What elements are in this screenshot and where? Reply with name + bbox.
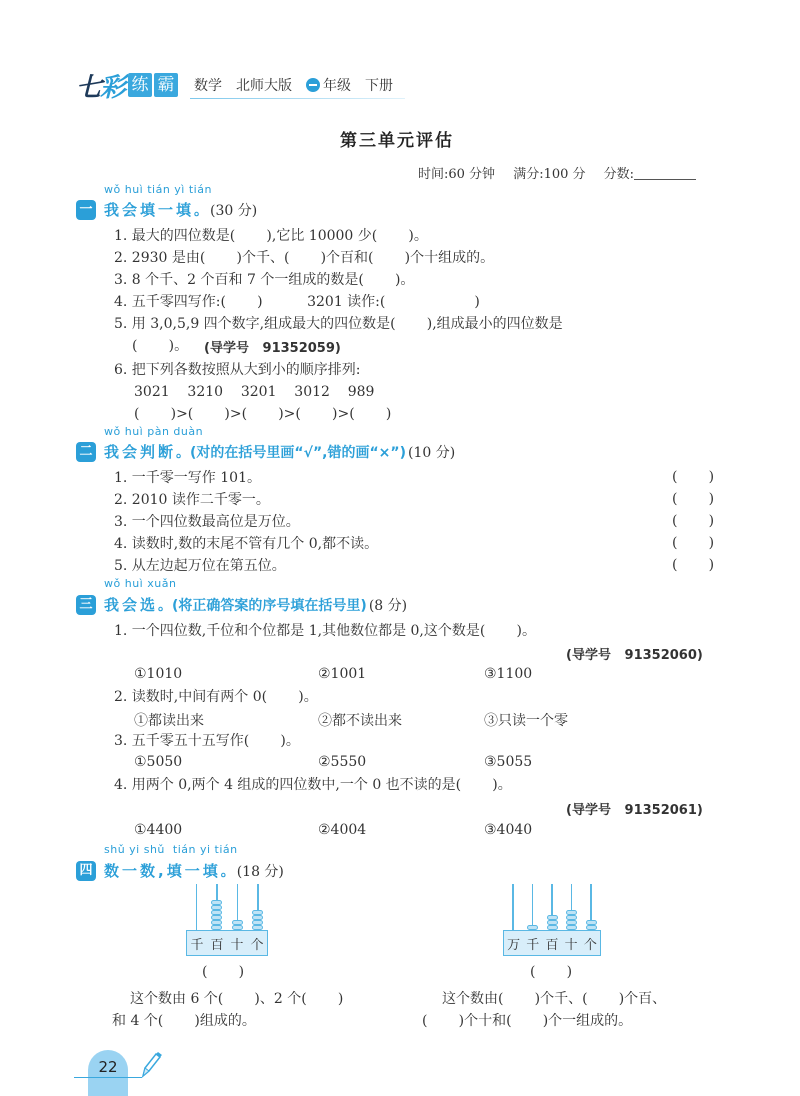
choice-3-option-1: ①5050 <box>134 754 183 770</box>
abacus-bead <box>252 915 263 920</box>
section-4-score: (18 分) <box>236 863 284 880</box>
score-blank[interactable] <box>634 179 696 180</box>
section-1-title: 我会填一填 <box>104 201 195 219</box>
section-3-note: 。(将正确答案的序号填在括号里) <box>158 597 367 614</box>
number-list: 3021 3210 3201 3012 989 <box>134 384 375 400</box>
section-2-title: 我会判断 <box>104 443 177 461</box>
section-2-note: 。(对的在括号里画“√”,错的画“×”) <box>176 444 407 461</box>
judge-2-answer[interactable]: ( ) <box>672 491 715 507</box>
page-title: 第三单元评估 <box>340 131 454 151</box>
choice-1-option-1: ①1010 <box>134 666 183 682</box>
section-4-badge: 四 <box>76 861 96 881</box>
abacus-bead <box>211 915 222 920</box>
abacus-bead <box>547 915 558 920</box>
brand-box-1: 练 <box>128 73 152 97</box>
brand-box-2: 霸 <box>154 73 178 97</box>
brand-char-1: 七 <box>76 72 101 103</box>
judge-1: 1. 一千零一写作 101。 <box>114 470 261 486</box>
choice-1-option-3: ③1100 <box>484 666 533 682</box>
judge-5-answer[interactable]: ( ) <box>672 557 715 573</box>
choice-4-option-1: ①4400 <box>134 822 183 838</box>
place-value-label: 万 <box>507 937 521 953</box>
choice-3: 3. 五千零五十五写作( )。 <box>114 733 300 749</box>
judge-4-answer[interactable]: ( ) <box>672 535 715 551</box>
grade <box>306 75 351 95</box>
header-divider <box>190 98 405 99</box>
place-value-label: 百 <box>210 937 224 953</box>
section-4-title: 数一数,填一填 <box>104 862 221 880</box>
abacus-2-rod <box>532 884 534 930</box>
abacus-bead <box>252 910 263 915</box>
brand-char-2: 彩 <box>100 72 125 103</box>
abacus-1-rod <box>196 884 198 930</box>
choice-4-option-3: ③4040 <box>484 822 533 838</box>
section-4-pinyin: shǔ yi shǔ tián yi tián <box>104 843 238 856</box>
volume: 下册 <box>365 78 394 94</box>
guide-number-1: (导学号 91352059) <box>204 341 341 356</box>
grade-label: 年级 <box>323 78 352 94</box>
abacus-2-desc-line-1: 这个数由( )个千、( )个百、 <box>442 991 667 1007</box>
place-value-label: 千 <box>190 937 204 953</box>
abacus-1-answer[interactable]: ( ) <box>202 964 245 980</box>
book-header <box>76 70 394 103</box>
edition: 北师大版 <box>236 78 293 94</box>
place-value-label: 十 <box>564 937 578 953</box>
choice-4-option-2: ②4004 <box>318 822 367 838</box>
choice-3-option-3: ③5055 <box>484 754 533 770</box>
question-1-6: 6. 把下列各数按照从大到小的顺序排列: <box>114 362 361 378</box>
choice-3-option-2: ②5550 <box>318 754 367 770</box>
section-1-score: (30 分) <box>210 202 258 219</box>
choice-2-option-1: ①都读出来 <box>134 713 204 729</box>
abacus-bead <box>211 900 222 905</box>
exam-meta <box>418 163 710 182</box>
abacus-bead <box>566 915 577 920</box>
place-value-label: 十 <box>230 937 244 953</box>
section-4-note: 。 <box>220 863 235 880</box>
abacus-bead <box>586 920 597 925</box>
section-3-heading <box>76 594 407 615</box>
section-1-pinyin: wǒ huì tián yì tián <box>104 183 212 196</box>
place-value-label: 个 <box>583 937 597 953</box>
place-value-label: 千 <box>526 937 540 953</box>
abacus-bead <box>211 910 222 915</box>
section-2-heading <box>76 441 455 462</box>
abacus-bead <box>211 905 222 910</box>
choice-2-option-2: ②都不读出来 <box>318 713 402 729</box>
judge-5: 5. 从左边起万位在第五位。 <box>114 558 286 574</box>
section-2-pinyin: wǒ huì pàn duàn <box>104 425 204 438</box>
question-1-5: 5. 用 3,0,5,9 四个数字,组成最大的四位数是( ),组成最小的四位数是 <box>114 316 563 332</box>
abacus-1-frame <box>186 930 268 956</box>
choice-1-option-2: ②1001 <box>318 666 367 682</box>
score-label: 分数: <box>603 167 635 182</box>
section-3-pinyin: wǒ huì xuǎn <box>104 577 177 590</box>
abacus-bead <box>211 920 222 925</box>
question-1-1: 1. 最大的四位数是( ),它比 10000 少( )。 <box>114 228 428 244</box>
brand-logo <box>76 67 124 104</box>
guide-number-2: (导学号 91352060) <box>566 648 703 663</box>
footer-divider <box>74 1077 142 1078</box>
abacus-bead <box>566 920 577 925</box>
choice-2-option-3: ③只读一个零 <box>484 713 568 729</box>
judge-4: 4. 读数时,数的末尾不管有几个 0,都不读。 <box>114 536 379 552</box>
question-1-4: 4. 五千零四写作:( ) 3201 读作:( ) <box>114 294 480 310</box>
choice-4: 4. 用两个 0,两个 4 组成的四位数中,一个 0 也不读的是( )。 <box>114 777 512 793</box>
question-1-3: 3. 8 个千、2 个百和 7 个一组成的数是( )。 <box>114 272 415 288</box>
section-3-badge: 三 <box>76 595 96 615</box>
grade-two-circle-icon <box>306 78 320 92</box>
section-3-title: 我会选 <box>104 596 159 614</box>
place-value-label: 个 <box>250 937 264 953</box>
abacus-2-desc-line-2: ( )个十和( )个一组成的。 <box>422 1013 633 1029</box>
abacus-2-answer[interactable]: ( ) <box>530 964 573 980</box>
section-4-heading <box>76 860 284 881</box>
subject: 数学 <box>194 78 223 94</box>
abacus-2-frame <box>503 930 601 956</box>
section-1-note: 。 <box>194 202 209 219</box>
abacus-bead <box>547 920 558 925</box>
question-1-2: 2. 2930 是由( )个千、( )个百和( )个十组成的。 <box>114 250 495 266</box>
pencil-icon <box>140 1050 162 1080</box>
abacus-bead <box>232 920 243 925</box>
abacus-2 <box>503 884 601 958</box>
place-value-label: 百 <box>545 937 559 953</box>
abacus-1-desc-line-2: 和 4 个( )组成的。 <box>112 1013 256 1029</box>
book-meta <box>194 75 393 95</box>
question-1-5-cont: ( )。 <box>132 338 189 354</box>
section-1-heading <box>76 199 257 220</box>
judge-3-answer[interactable]: ( ) <box>672 513 715 529</box>
time-limit: 时间:60 分钟 <box>418 167 496 182</box>
abacus-2-rod <box>512 884 514 930</box>
section-2-score: (10 分) <box>408 444 456 461</box>
section-1-badge: 一 <box>76 200 96 220</box>
guide-number-3: (导学号 91352061) <box>566 803 703 818</box>
ordering-blanks: ( )>( )>( )>( )>( ) <box>134 406 392 422</box>
full-score: 满分:100 分 <box>513 167 586 182</box>
choice-2: 2. 读数时,中间有两个 0( )。 <box>114 689 318 705</box>
abacus-1-desc-line-1: 这个数由 6 个( )、2 个( ) <box>130 991 344 1007</box>
judge-2: 2. 2010 读作二千零一。 <box>114 492 270 508</box>
abacus-bead <box>252 920 263 925</box>
choice-1: 1. 一个四位数,千位和个位都是 1,其他数位都是 0,这个数是( )。 <box>114 623 536 639</box>
section-3-score: (8 分) <box>368 597 408 614</box>
judge-1-answer[interactable]: ( ) <box>672 469 715 485</box>
abacus-1 <box>186 884 268 958</box>
section-2-badge: 二 <box>76 442 96 462</box>
judge-3: 3. 一个四位数最高位是万位。 <box>114 514 300 530</box>
abacus-bead <box>566 910 577 915</box>
page-number: 22 <box>88 1050 128 1096</box>
